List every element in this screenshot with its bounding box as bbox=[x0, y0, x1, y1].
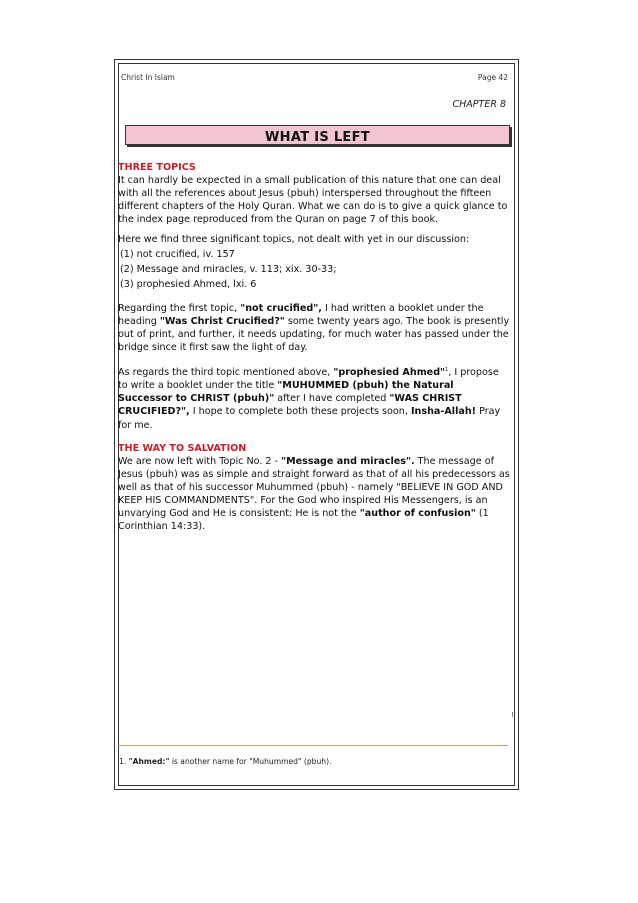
text-run: after I have completed bbox=[274, 393, 390, 405]
paragraph bbox=[118, 302, 510, 354]
footnote-divider bbox=[118, 745, 508, 746]
paragraph bbox=[118, 455, 510, 534]
bold-run: "WAS CHRIST CRUCIFIED?", bbox=[118, 393, 462, 418]
bold-run: "Message and miracles". bbox=[281, 455, 415, 467]
list-item: (1) not crucified, iv. 157 bbox=[120, 248, 235, 260]
footnote-marker[interactable]: 1 bbox=[445, 366, 449, 373]
text-run: I had written a booklet under the heading bbox=[118, 302, 484, 327]
section-heading-way-to-salvation: THE WAY TO SALVATION bbox=[118, 442, 247, 454]
paragraph bbox=[118, 364, 510, 432]
bold-run: "Was Christ Crucified?" bbox=[159, 315, 285, 327]
paragraph: Here we find three significant topics, not dealt with yet in our discussion: bbox=[118, 234, 470, 246]
text-run: (1 Corinthian 14:33). bbox=[118, 508, 489, 533]
section-heading-three-topics: THREE TOPICS bbox=[118, 162, 196, 173]
chapter-label: CHAPTER 8 bbox=[452, 99, 506, 110]
footnote-text: is another name for "Muhummed" (pbuh). bbox=[169, 757, 332, 766]
chapter-title: WHAT IS LEFT bbox=[265, 130, 370, 145]
paragraph: It can hardly be expected in a small publication of this nature that one can deal with all the references about Jesus (pbuh) interspersed throughout the fifteen different chapters of the Holy Quran. What we can do is to give a quick glance to the index page reproduced from the Quran on page 7 of this book. bbox=[118, 175, 508, 226]
footnote bbox=[119, 757, 332, 766]
bold-run: "MUHUMMED (pbuh) the Natural Successor to CHRIST (pbuh)" bbox=[118, 380, 454, 405]
bold-run: "author of confusion" bbox=[359, 508, 476, 520]
text-run: I hope to complete both these projects soon, bbox=[189, 406, 411, 418]
margin-mark bbox=[512, 712, 513, 717]
text-run: Regarding the first topic, bbox=[118, 302, 241, 314]
footnote-term: "Ahmed:" bbox=[128, 757, 170, 766]
footnote-number: 1. bbox=[119, 757, 127, 766]
list-item: (2) Message and miracles, v. 113; xix. 30-33; bbox=[120, 263, 337, 275]
text-run: As regards the third topic mentioned above, bbox=[118, 367, 334, 379]
text-run: Pray for me. bbox=[118, 406, 501, 431]
bold-run: "not crucified", bbox=[240, 302, 322, 314]
body-text bbox=[118, 161, 510, 540]
text-run: , I propose to write a booklet under the title bbox=[118, 367, 499, 392]
running-header-page-number: Page 42 bbox=[477, 73, 508, 82]
chapter-title-box bbox=[125, 125, 510, 145]
text-run: some twenty years ago. The book is presently out of print, and further, it needs updating, for much water has passed under the bridge since it first saw the light of day. bbox=[118, 315, 510, 353]
bold-run: Insha-Allah! bbox=[410, 406, 477, 418]
text-run: The message of Jesus (pbuh) was as simple and straight forward as that of all his predecessors as well as that of his successor Muhummed (pbuh) - namely "BELIEVE IN GOD AND KEEP HIS COMMANDMENTS". For the God who inspired His Messengers, is an unvarying God and He is consistent: He is not the bbox=[118, 455, 510, 520]
topic-list bbox=[120, 247, 510, 292]
list-item: (3) prophesied Ahmed, lxi. 6 bbox=[120, 278, 257, 290]
bold-run: "prophesied Ahmed" bbox=[333, 367, 446, 379]
running-header-title: Christ In Islam bbox=[121, 73, 175, 82]
text-run: We are now left with Topic No. 2 - bbox=[118, 455, 282, 467]
